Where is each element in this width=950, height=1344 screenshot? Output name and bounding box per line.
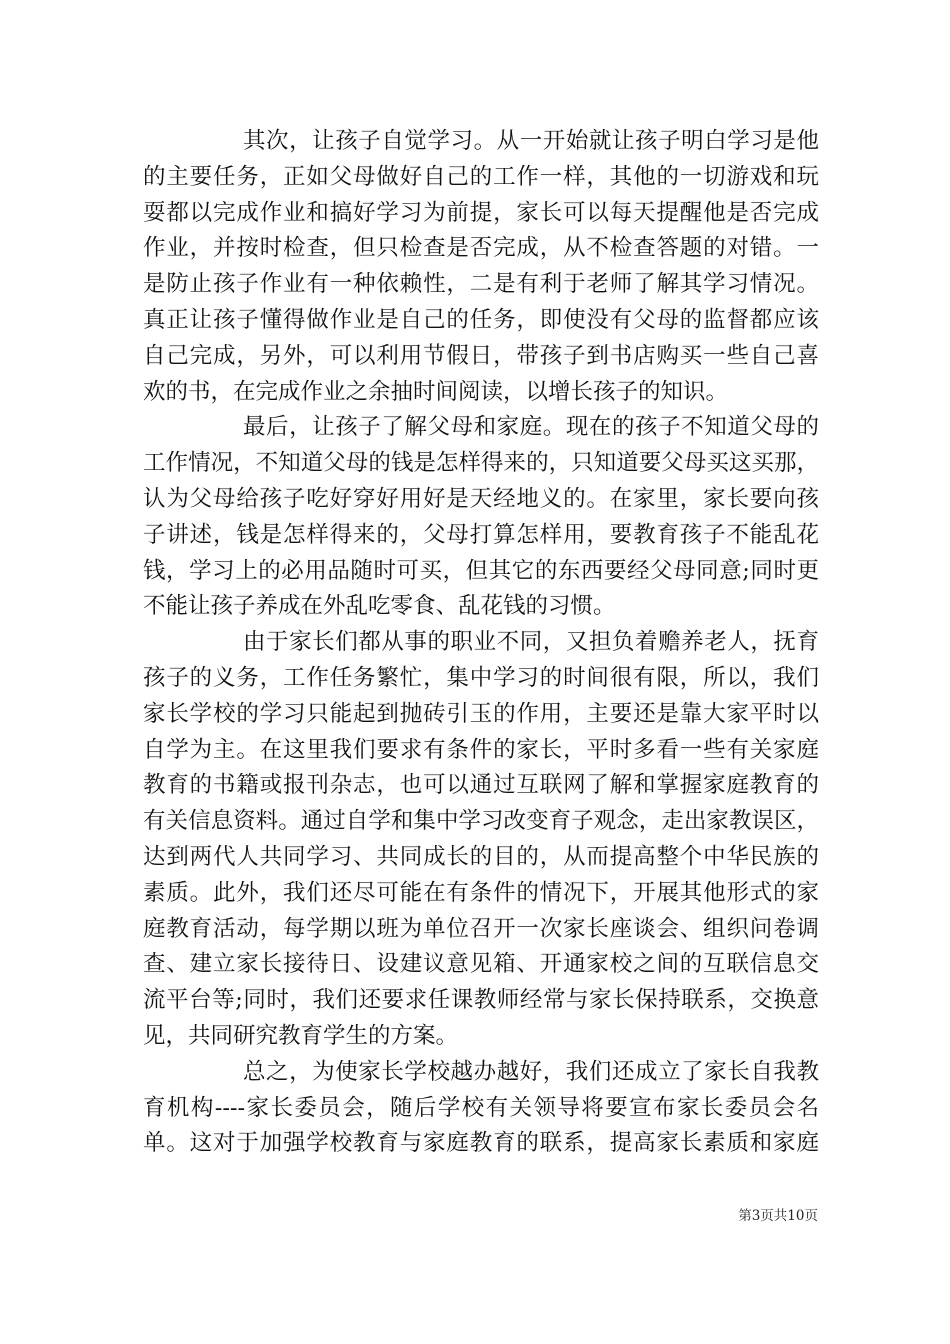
text-line: 家长学校的学习只能起到抛砖引玉的作用，主要还是靠大家平时以 [143,700,819,727]
text-line: 认为父母给孩子吃好穿好用好是天经地义的。在家里，家长要向孩 [143,485,819,512]
text-line: 孩子的义务，工作任务繁忙，集中学习的时间很有限，所以，我们 [143,664,819,691]
paragraph [143,1055,819,1162]
text-line: 工作情况，不知道父母的钱是怎样得来的，只知道要父母买这买那， [143,450,819,477]
text-line: 的主要任务，正如父母做好自己的工作一样，其他的一切游戏和玩 [143,163,819,190]
text-line: 自己完成，另外，可以利用节假日，带孩子到书店购买一些自己喜 [143,342,819,369]
text-line: 查、建立家长接待日、设建议意见箱、开通家校之间的互联信息交 [143,951,819,978]
text-line: 素质。此外，我们还尽可能在有条件的情况下，开展其他形式的家 [143,879,819,906]
text-line: 教育的书籍或报刊杂志，也可以通过互联网了解和掌握家庭教育的 [143,772,819,799]
text-line: 最后，让孩子了解父母和家庭。现在的孩子不知道父母的 [243,414,819,441]
paragraph [143,410,819,625]
text-line: 不能让孩子养成在外乱吃零食、乱花钱的习惯。 [143,593,616,620]
text-line: 作业，并按时检查，但只检查是否完成，从不检查答题的对错。一 [143,235,819,262]
text-line: 欢的书，在完成作业之余抽时间阅读，以增长孩子的知识。 [143,378,729,405]
page-number: 第3页共10页 [738,1208,818,1224]
text-line: 总之，为使家长学校越办越好，我们还成立了家长自我教 [243,1058,819,1085]
text-line: 其次，让孩子自觉学习。从一开始就让孩子明白学习是他 [243,128,819,154]
paragraph [143,625,819,1055]
text-line: 真正让孩子懂得做作业是自己的任务，即使没有父母的监督都应该 [143,306,819,333]
text-line: 见，共同研究教育学生的方案。 [143,1022,459,1049]
text-line: 单。这对于加强学校教育与家庭教育的联系，提高家长素质和家庭 [143,1130,819,1157]
text-line: 流平台等;同时，我们还要求任课教师经常与家长保持联系，交换意 [143,987,819,1014]
text-line: 有关信息资料。通过自学和集中学习改变育子观念，走出家教误区， [143,808,819,835]
text-line: 钱，学习上的必用品随时可买，但其它的东西要经父母同意;同时更 [143,557,819,584]
text-line: 由于家长们都从事的职业不同，又担负着赡养老人，抚育 [243,629,819,656]
text-line: 耍都以完成作业和搞好学习为前提，家长可以每天提醒他是否完成 [143,199,819,226]
text-line: 庭教育活动，每学期以班为单位召开一次家长座谈会、组织问卷调 [143,915,819,942]
document-body [143,124,819,1162]
paragraph [143,124,819,410]
text-line: 子讲述，钱是怎样得来的，父母打算怎样用，要教育孩子不能乱花 [143,521,819,548]
text-line: 达到两代人共同学习、共同成长的目的，从而提高整个中华民族的 [143,843,819,870]
text-line: 是防止孩子作业有一种依赖性，二是有利于老师了解其学习情况。 [143,271,819,298]
text-line: 育机构----家长委员会，随后学校有关领导将要宣布家长委员会名 [143,1094,819,1121]
text-line: 自学为主。在这里我们要求有条件的家长，平时多看一些有关家庭 [143,736,819,763]
